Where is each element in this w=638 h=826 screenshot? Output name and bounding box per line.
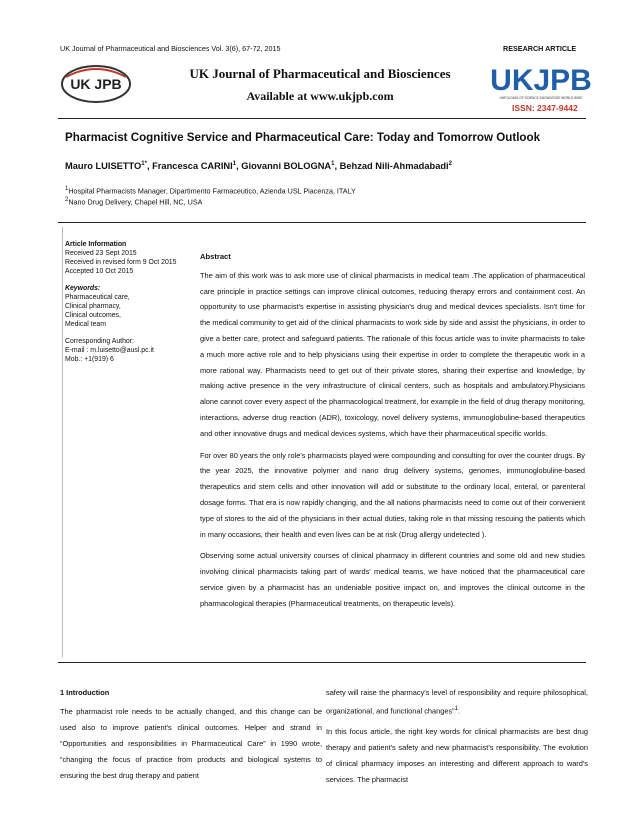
journal-citation: UK Journal of Pharmaceutical and Biosciences Vol. 3(6), 67-72, 2015	[60, 44, 281, 53]
author-name: Giovanni BOLOGNA	[241, 161, 332, 172]
corresponding-email[interactable]: E-mail : m.luisetto@ausl.pc.it	[65, 347, 154, 354]
intro-paragraph: safety will raise the pharmacy's level of responsibility and require philosophical, organizational, and functional changes”$^1$.	[326, 688, 588, 716]
intro-paragraph: The pharmacist role needs to be actually changed, and this change can be used also to improve patient's clinical outcomes. Helper and strand in “Opportunities and responsibilities in Pharmaceutical Care” in 1990 wrote, “changing the focus of practice from products and biological systems to ensuring the best drug therapy and patient	[60, 706, 322, 780]
abstract-section	[200, 249, 585, 618]
paper-title: Pharmacist Cognitive Service and Pharmaceutical Care: Today and Tomorrow Outlook	[65, 131, 541, 144]
title-divider	[58, 222, 586, 223]
svg-text:UNFOLDING OF SCIENCE KNOWLEDGE: UNFOLDING OF SCIENCE KNOWLEDGE WORLD WIDE	[499, 96, 583, 100]
svg-text:UKJPB: UKJPB	[490, 64, 592, 97]
article-type: RESEARCH ARTICLE	[503, 44, 577, 53]
keyword: Clinical outcomes,	[65, 312, 121, 319]
header-divider	[58, 118, 586, 119]
keyword: Pharmaceutical care,	[65, 294, 130, 301]
keyword: Clinical pharmacy,	[65, 303, 121, 310]
author-name: Mauro LUISETTO	[65, 161, 142, 172]
revised-date: Received in revised form 9 Oct 2015	[65, 259, 177, 266]
article-info-panel	[65, 240, 187, 364]
abstract-heading: Abstract	[200, 252, 231, 261]
author-name: Francesca CARINI	[152, 161, 233, 172]
keywords-heading: Keywords:	[65, 285, 101, 292]
journal-logo-left	[60, 63, 132, 105]
abstract-paragraph: For over 80 years the only role's pharmacists played were compounding and consulting for over the counter drugs. By the year 2025, the innovative polymer and nano drug delivery systems, genomes, immunoglobuline-based therapeutics and stem cells and other innovation will add or substitute to the ordinary local, enteral, or parenteral dosage forms. That era is now rapidly changing, and the all nations pharmacists need to come out of their convenient type of stores to the aid of the physicians in their actual duties, taking role in that missing rescuing the patients which in many occasions, their health and even lives can be at risk (Drug allergy undetected ).	[200, 450, 585, 539]
corresponding-phone: Mob.: +1(919) 6	[65, 356, 114, 363]
abstract-paragraph: The aim of this work was to ask more use of clinical pharmacists in medical team .The application of pharmaceutical care principle in practice settings can improve clinical outcomes, reducing therapy errors and containment cost. An opportunity to use pharmacist's expertise in assisting physician's drug and medical devices specialists. Isn't time for the medical community to get aid of the clinical pharmacists to work side by side and assist the physicians, in order to give a better care, protect and safeguard patients. The rationale of this focus article was to invite pharmacists to take a much more active role and to help physicians using their expertise in order to complete the therapeutic work in a more rational way. Pharmacists need to get out of their private stores, sharing their expertise and knowledge, by making active presence in the very infrastructure of clinical centers, such as hospitals and ambulatory.Physicians alone cannot cover every aspect of the pharmacological treatment, for example in the field of drug therapy monitoring, interactions, adverse drug reaction (ADR), toxicology, novel delivery systems, immunoglobuline-based therapeutics and other innovative drugs and medical devices systems, which have their pharmaceutical specific worlds.	[200, 270, 585, 438]
abstract-paragraph: Observing some actual university courses of clinical pharmacy in different countries and some old and new studies involving clinical pharmacists taking part of wards' medical teams, we have noticed that the pharmaceutical care service given by a pharmacist has an undeniable positive impact on, and improves the clinical outcome in the pharmacological therapies (Pharmaceutical treatments, on therapeutic levels).	[200, 551, 585, 608]
affiliation: $^2$Nano Drug Delivery, Chapel Hill, NC, USA	[65, 197, 203, 207]
intro-left-column	[60, 685, 322, 788]
journal-availability: Available at www.ukjpb.com	[246, 89, 394, 103]
author-name: Behzad Nili-Ahmadabadi	[339, 161, 449, 172]
article-info-heading: Article Information	[65, 241, 127, 248]
issn-label: ISSN: 2347-9442	[512, 103, 578, 113]
author-list: Mauro $LUISETTO^{1*}$, Francesca CARINI$^1$, Giovanni BOLOGNA$^1$, Behzad Nili-Ahmadabadi$^2$	[65, 161, 452, 172]
accepted-date: Accepted 10 Oct 2015	[65, 268, 134, 275]
keyword: Medical team	[65, 321, 106, 328]
svg-text:UK JPB: UK JPB	[70, 76, 122, 92]
intro-heading: 1 Introduction	[60, 688, 110, 697]
affiliation: $^1$Hospital Pharmacists Manager, Dipartimento Farmaceutico, Azienda USL Piacenza, ITALY	[65, 186, 356, 196]
corresponding-heading: Corresponding Author:	[65, 338, 134, 345]
received-date: Received 23 Sept 2015	[65, 250, 137, 257]
intro-paragraph: In this focus article, the right key words for clinical pharmacists are best drug therapy and patient's safety and new pharmacist's responsibility. The evolution of clinical pharmacy imposes an interesting and different approach to ward's services. The pharmacist	[326, 727, 588, 784]
journal-name: UK Journal of Pharmaceutical and Biosciences	[189, 66, 451, 81]
intro-right-column	[326, 685, 588, 793]
abstract-divider	[58, 662, 586, 663]
